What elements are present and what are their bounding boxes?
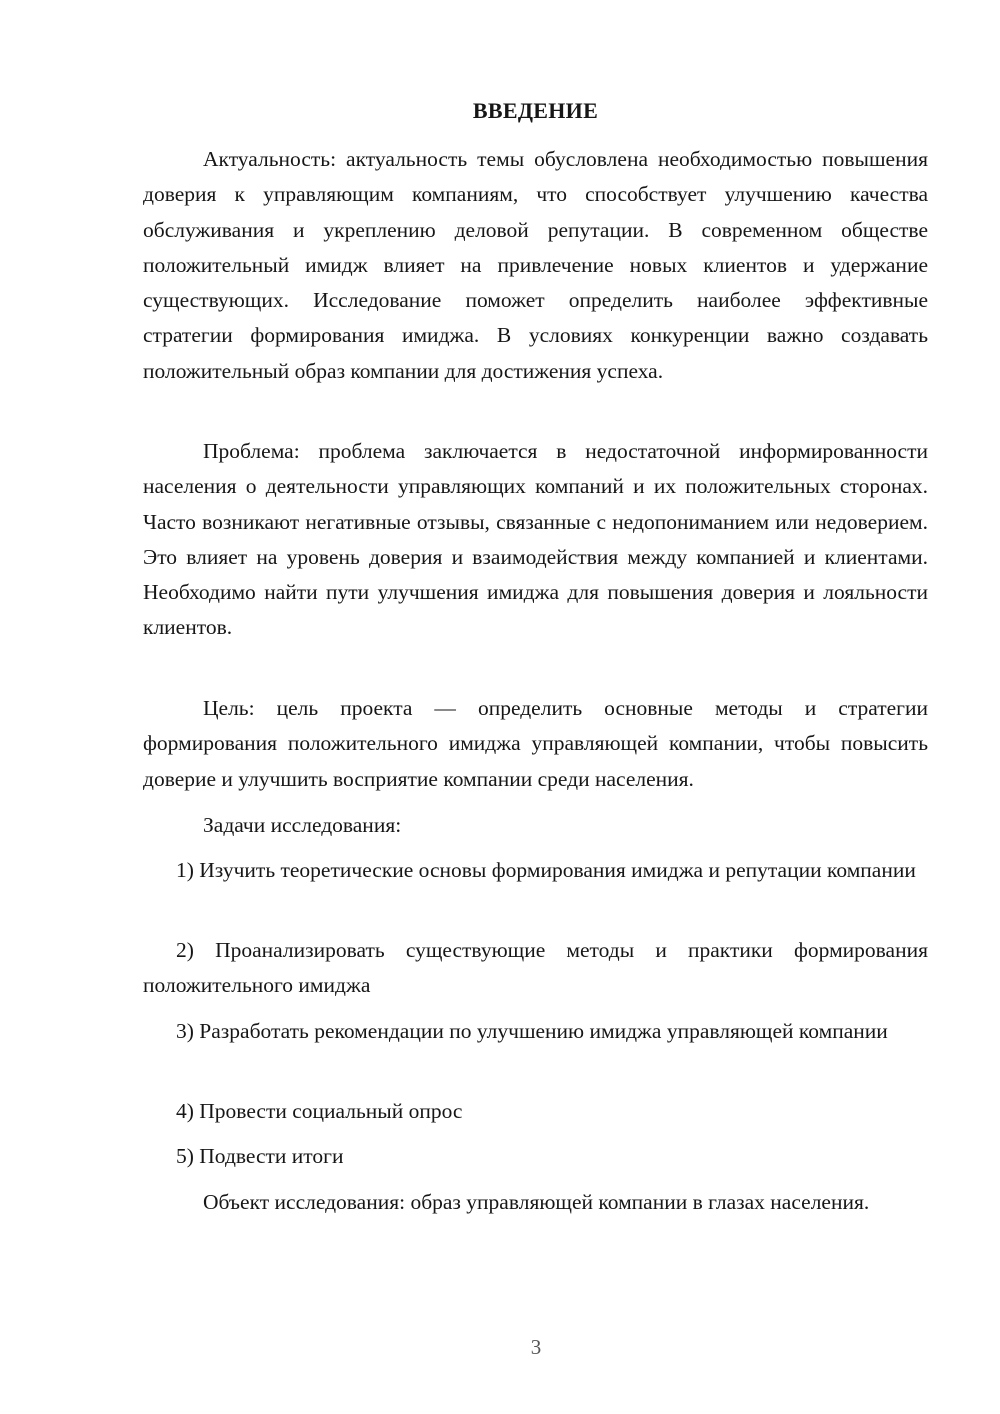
task-item-4: 4) Провести социальный опрос — [176, 1099, 463, 1123]
task-item-5: 5) Подвести итоги — [176, 1144, 344, 1168]
task-item-1: 1) Изучить теоретические основы формирования имиджа и репутации компании — [176, 858, 916, 882]
relevance-paragraph: Актуальность: актуальность темы обусловлена необходимостью повышения доверия к управляющим компаниям, что способствует улучшению качества обслуживания и укреплению деловой репутации. В современном обществе положительный имидж влияет на привлечение новых клиентов и удержание существующих. Исследование поможет определить наиболее эффективные стратегии формирования имиджа. В условиях конкуренции важно создавать положительный образ компании для достижения успеха. — [143, 147, 928, 383]
object-paragraph: Объект исследования: образ управляющей компании в глазах населения. — [203, 1190, 870, 1214]
page-number: 3 — [530, 1335, 542, 1359]
goal-paragraph: Цель: цель проекта — определить основные методы и стратегии формирования положительного имиджа управляющей компании, чтобы повысить доверие и улучшить восприятие компании среди населения. — [143, 696, 928, 791]
page-title: ВВЕДЕНИЕ — [472, 98, 599, 123]
task-item-3: 3) Разработать рекомендации по улучшению имиджа управляющей компании — [176, 1019, 888, 1043]
task-item-2: 2) Проанализировать существующие методы и практики формирования положительного имиджа — [143, 938, 928, 998]
tasks-heading: Задачи исследования: — [203, 813, 402, 837]
problem-paragraph: Проблема: проблема заключается в недостаточной информированности населения о деятельности управляющих компаний и их положительных сторонах. Часто возникают негативные отзывы, связанные с недопониманием или недоверием. Это влияет на уровень доверия и взаимодействия между компанией и клиентами. Необходимо найти пути улучшения имиджа для повышения доверия и лояльности клиентов. — [143, 439, 928, 640]
